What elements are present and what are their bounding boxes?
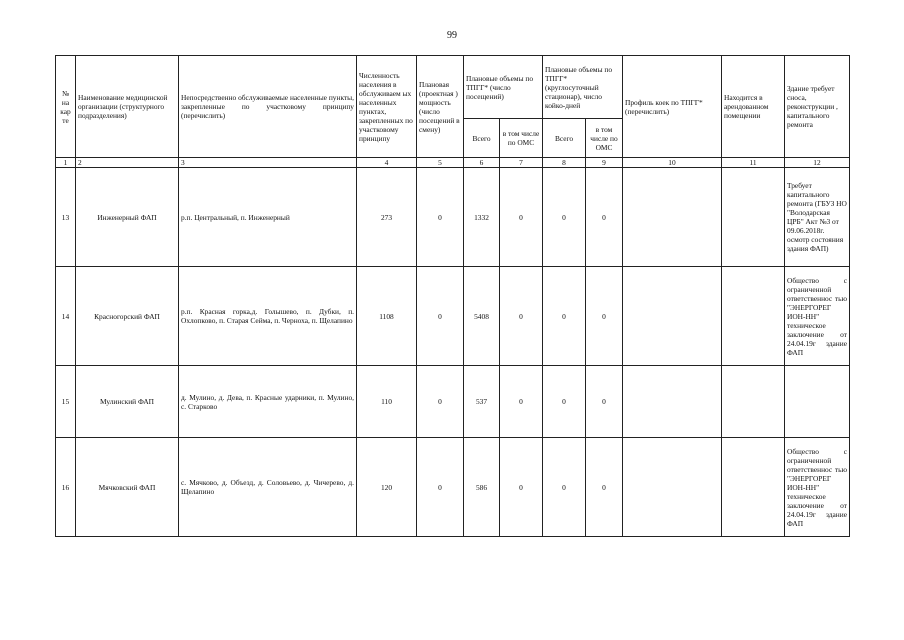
table-row xyxy=(56,267,850,366)
row-visits-total: 586 xyxy=(464,438,500,537)
header-beds-total: Всего xyxy=(543,119,586,158)
row-org: Мячковский ФАП xyxy=(76,438,179,537)
header-plan-beds: Плановые объемы по ТПГГ* (круглосуточный стационар), число койко-дней xyxy=(543,56,623,119)
row-population: 1108 xyxy=(357,267,417,366)
row-served: с. Мячково, д. Объезд, д. Соловьево, д. Чичерево, д. Щелапино xyxy=(179,438,357,537)
row-profile xyxy=(623,267,722,366)
row-beds-total: 0 xyxy=(543,168,586,267)
column-number: 10 xyxy=(623,158,722,168)
row-rented xyxy=(722,267,785,366)
column-number: 7 xyxy=(500,158,543,168)
row-capacity: 0 xyxy=(417,438,464,537)
row-visits-total: 1332 xyxy=(464,168,500,267)
row-served: р.п. Центральный, п. Инженерный xyxy=(179,168,357,267)
row-num: 14 xyxy=(56,267,76,366)
row-served: р.п. Красная горка,д. Голышево, п. Дубки, п. Охлопково, п. Старая Сейма, п. Черноха, п. Щелапино xyxy=(179,267,357,366)
row-visits-oms: 0 xyxy=(500,366,543,438)
row-org: Мулинский ФАП xyxy=(76,366,179,438)
column-number: 1 xyxy=(56,158,76,168)
row-population: 110 xyxy=(357,366,417,438)
header-org: Наименование медицинской организации (структурного подразделения) xyxy=(76,56,179,158)
column-number: 6 xyxy=(464,158,500,168)
row-capacity: 0 xyxy=(417,168,464,267)
header-served: Непосредственно обслуживаемые населенные пункты, закрепленные по участковому принципу (перечислить) xyxy=(179,56,357,158)
table-row xyxy=(56,168,850,267)
column-number: 12 xyxy=(785,158,850,168)
table-row xyxy=(56,366,850,438)
row-visits-total: 537 xyxy=(464,366,500,438)
row-beds-total: 0 xyxy=(543,438,586,537)
row-visits-total: 5408 xyxy=(464,267,500,366)
row-beds-oms: 0 xyxy=(586,366,623,438)
header-visits-total: Всего xyxy=(464,119,500,158)
row-profile xyxy=(623,438,722,537)
column-number-row xyxy=(56,158,850,168)
row-repair xyxy=(785,366,850,438)
row-capacity: 0 xyxy=(417,366,464,438)
row-rented xyxy=(722,168,785,267)
page-number: 99 xyxy=(447,30,457,41)
row-visits-oms: 0 xyxy=(500,168,543,267)
column-number: 3 xyxy=(179,158,357,168)
header-plan-visits: Плановые объемы по ТПГГ* (число посещений) xyxy=(464,56,543,119)
row-org: Красногорский ФАП xyxy=(76,267,179,366)
table-row xyxy=(56,438,850,537)
row-num: 13 xyxy=(56,168,76,267)
row-beds-oms: 0 xyxy=(586,438,623,537)
header-num: № на кар те xyxy=(56,56,76,158)
row-visits-oms: 0 xyxy=(500,438,543,537)
column-number: 8 xyxy=(543,158,586,168)
header-profile: Профиль коек по ТПГГ* (перечислить) xyxy=(623,56,722,158)
row-num: 16 xyxy=(56,438,76,537)
header-repair: Здание требует сноса, реконструкции , капитального ремонта xyxy=(785,56,850,158)
row-repair: Общество с ограниченной ответственнос тью "ЭНЕРГОРЕГ ИОН-НН" техническое заключение от 24.04.19г здание ФАП xyxy=(785,267,850,366)
row-rented xyxy=(722,438,785,537)
column-number: 2 xyxy=(76,158,179,168)
row-org: Инженерный ФАП xyxy=(76,168,179,267)
row-visits-oms: 0 xyxy=(500,267,543,366)
header-population: Численность населения в обслуживаем ых населенных пунктах, закрепленных по участковому принципу xyxy=(357,56,417,158)
row-beds-total: 0 xyxy=(543,366,586,438)
row-profile xyxy=(623,168,722,267)
column-number: 5 xyxy=(417,158,464,168)
facilities-table xyxy=(55,55,850,537)
row-served: д. Мулино, д. Дева, п. Красные ударники, п. Мулино, с. Старково xyxy=(179,366,357,438)
column-number: 4 xyxy=(357,158,417,168)
row-profile xyxy=(623,366,722,438)
row-beds-total: 0 xyxy=(543,267,586,366)
row-num: 15 xyxy=(56,366,76,438)
row-population: 273 xyxy=(357,168,417,267)
header-capacity: Плановая (проектная ) мощность (число посещений в смену) xyxy=(417,56,464,158)
header-rented: Находится в арендованном помещении xyxy=(722,56,785,158)
row-capacity: 0 xyxy=(417,267,464,366)
row-population: 120 xyxy=(357,438,417,537)
row-repair: Требует капитального ремонта (ГБУЗ НО "Володарская ЦРБ" Акт №3 от 09.06.2018г. осмотр состояния здания ФАП) xyxy=(785,168,850,267)
header-beds-oms: в том числе по ОМС xyxy=(586,119,623,158)
column-number: 11 xyxy=(722,158,785,168)
row-beds-oms: 0 xyxy=(586,168,623,267)
row-rented xyxy=(722,366,785,438)
row-beds-oms: 0 xyxy=(586,267,623,366)
column-number: 9 xyxy=(586,158,623,168)
row-repair: Общество с ограниченной ответственнос тью "ЭНЕРГОРЕГ ИОН-НН" техническое заключение от 24.04.19г здание ФАП xyxy=(785,438,850,537)
header-visits-oms: в том числе по ОМС xyxy=(500,119,543,158)
